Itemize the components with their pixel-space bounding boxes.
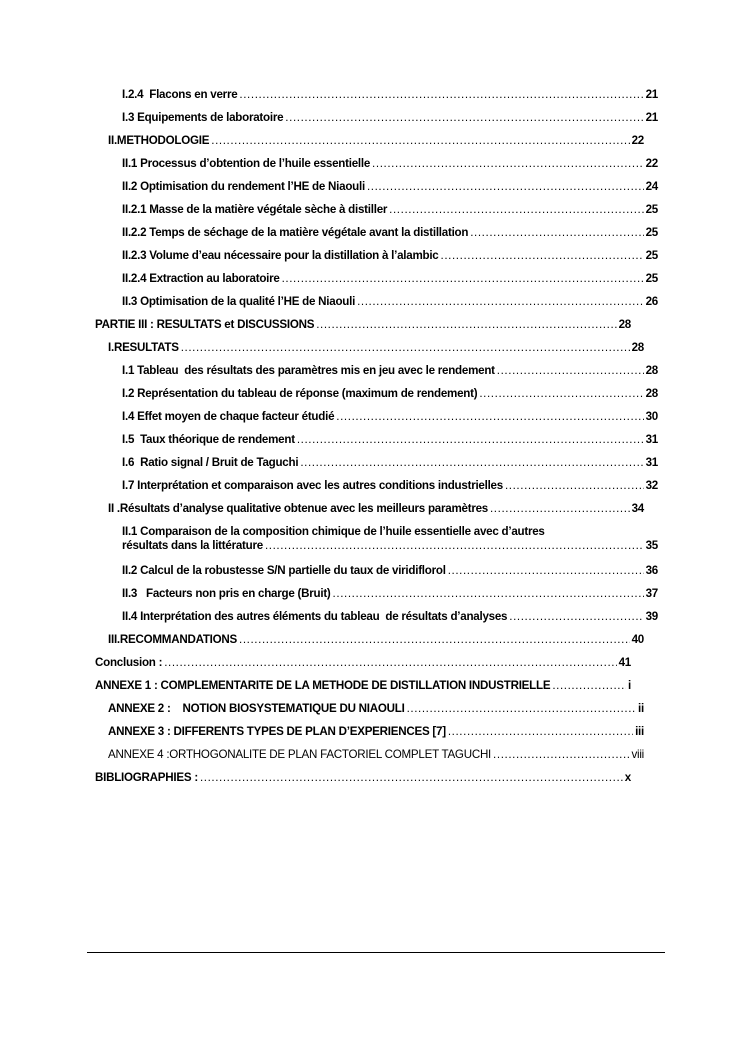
toc-entry-page: 41 (618, 656, 631, 669)
dot-leader (509, 610, 643, 624)
toc-entry[interactable] (95, 88, 658, 102)
dot-leader (282, 272, 644, 286)
toc-entry-label-continued: résultats dans la littérature (122, 539, 263, 552)
dot-leader (493, 748, 629, 762)
toc-entry[interactable] (95, 157, 658, 171)
dot-leader (407, 702, 636, 716)
toc-entry[interactable] (95, 180, 658, 194)
toc-entry[interactable] (95, 341, 644, 355)
toc-entry-label: II.2.3 Volume d’eau nécessaire pour la distillation à l’alambic (122, 249, 439, 262)
toc-entry-label: I.RESULTATS (108, 341, 179, 354)
toc-entry-label: I.4 Effet moyen de chaque facteur étudié (122, 410, 335, 423)
toc-entry-label: II.4 Interprétation des autres éléments du tableau de résultats d’analyses (122, 610, 508, 623)
dot-leader (200, 771, 623, 785)
dot-leader (181, 341, 630, 355)
toc-entry[interactable] (95, 433, 658, 447)
dot-leader (239, 88, 643, 102)
toc-entry-page: 25 (645, 249, 658, 262)
toc-entry-page: 22 (645, 157, 658, 170)
toc-entry-page: i (628, 679, 631, 692)
toc-entry-page: 40 (631, 633, 644, 646)
toc-entry-page: x (624, 771, 631, 784)
toc-entry-label: II.2.1 Masse de la matière végétale sèche à distiller (122, 203, 388, 216)
dot-leader (164, 656, 616, 670)
toc-entry-label: BIBLIOGRAPHIES : (95, 771, 198, 784)
toc-entry-label: ANNEXE 4 :ORTHOGONALITE DE PLAN FACTORIEL COMPLET TAGUCHI (108, 748, 492, 761)
toc-entry-page: 21 (645, 88, 658, 101)
toc-entry-page: 25 (645, 272, 658, 285)
dot-leader (470, 226, 643, 240)
toc-entry-page: 31 (645, 456, 658, 469)
toc-entry-label: PARTIE III : RESULTATS et DISCUSSIONS (95, 318, 315, 331)
toc-entry[interactable] (95, 587, 658, 601)
toc-entry[interactable] (95, 410, 658, 424)
toc-entry[interactable] (95, 249, 658, 263)
toc-entry[interactable] (95, 318, 631, 332)
dot-leader (297, 433, 644, 447)
dot-leader (448, 564, 644, 578)
toc-entry[interactable] (95, 272, 658, 286)
toc-entry-label: III.RECOMMANDATIONS (108, 633, 238, 646)
toc-entry-page: 25 (645, 203, 658, 216)
toc-entry-label: II.2.4 Extraction au laboratoire (122, 272, 280, 285)
dot-leader (490, 502, 630, 516)
toc-entry[interactable] (95, 226, 658, 240)
dot-leader (333, 587, 644, 601)
toc-entry-page: 24 (645, 180, 658, 193)
toc-entry-label: I.1 Tableau des résultats des paramètres mis en jeu avec le rendement (122, 364, 495, 377)
toc-entry[interactable] (95, 479, 658, 493)
dot-leader (497, 364, 644, 378)
toc-entry-label: I.5 Taux théorique de rendement (122, 433, 295, 446)
toc-entry[interactable] (95, 502, 644, 516)
toc-entry[interactable] (95, 456, 658, 470)
toc-entry-label: Conclusion : (95, 656, 163, 669)
toc-entry[interactable] (95, 203, 658, 217)
toc-entry-page: 35 (645, 539, 658, 552)
toc-entry[interactable] (95, 610, 658, 624)
toc-entry[interactable] (95, 702, 644, 716)
toc-entry[interactable] (95, 633, 644, 647)
dot-leader (336, 410, 643, 424)
toc-entry[interactable] (95, 679, 631, 693)
toc-entry[interactable] (95, 134, 644, 148)
toc-entry-page: 26 (645, 295, 658, 308)
toc-entry-page: 28 (645, 387, 658, 400)
toc-entry-page: 34 (631, 502, 644, 515)
toc-entry-label: II.2 Optimisation du rendement l’HE de Niaouli (122, 180, 365, 193)
toc-entry[interactable] (95, 387, 658, 401)
dot-leader (479, 387, 643, 401)
toc-entry-label: ANNEXE 2 : NOTION BIOSYSTEMATIQUE DU NIAOULI (108, 702, 405, 715)
toc-entry[interactable] (95, 295, 658, 309)
dot-leader (448, 725, 633, 739)
toc-entry[interactable] (95, 364, 658, 378)
dot-leader (357, 295, 644, 309)
dot-leader (505, 479, 644, 493)
dot-leader (389, 203, 643, 217)
toc-entry-label: I.6 Ratio signal / Bruit de Taguchi (122, 456, 299, 469)
toc-entry-label: I.2 Représentation du tableau de réponse (maximum de rendement) (122, 387, 478, 400)
dot-leader (285, 111, 643, 125)
toc-entry[interactable] (95, 748, 644, 762)
toc-entry-label: ANNEXE 1 : COMPLEMENTARITE DE LA METHODE DE DISTILLATION INDUSTRIELLE (95, 679, 551, 692)
toc-entry-page: ii (638, 702, 644, 715)
toc-entry[interactable] (95, 564, 658, 578)
toc-entry-page: 32 (645, 479, 658, 492)
dot-leader (239, 633, 630, 647)
dot-leader (211, 134, 629, 148)
toc-entry-page: 28 (618, 318, 631, 331)
toc-entry-label: II.2.2 Temps de séchage de la matière végétale avant la distillation (122, 226, 469, 239)
dot-leader (552, 679, 626, 693)
toc-entry-page: 25 (645, 226, 658, 239)
toc-entry-page: iii (635, 725, 644, 738)
toc-entry-page: 37 (645, 587, 658, 600)
toc-entry-label: I.3 Equipements de laboratoire (122, 111, 284, 124)
toc-entry-page: 28 (631, 341, 644, 354)
toc-entry-label: II.METHODOLOGIE (108, 134, 210, 147)
toc-entry-page: 30 (645, 410, 658, 423)
toc-entry-label: II .Résultats d’analyse qualitative obtenue avec les meilleurs paramètres (108, 502, 488, 515)
toc-entry-page: 31 (645, 433, 658, 446)
dot-leader (316, 318, 616, 332)
toc-entry[interactable] (95, 725, 644, 739)
toc-entry-label: II.3 Facteurs non pris en charge (Bruit) (122, 587, 331, 600)
toc-entry-page: 36 (645, 564, 658, 577)
toc-entry-page: viii (631, 748, 644, 761)
toc-entry-page: 28 (645, 364, 658, 377)
toc-entry[interactable] (95, 656, 631, 670)
footer-divider (87, 952, 665, 953)
dot-leader (367, 180, 644, 194)
toc-entry[interactable] (95, 111, 658, 125)
toc-entry-continuation (122, 539, 658, 553)
toc-entry-label: ANNEXE 3 : DIFFERENTS TYPES DE PLAN D’EXPERIENCES [7] (108, 725, 446, 738)
toc-entry-label: II.1 Comparaison de la composition chimique de l’huile essentielle avec d’autres (122, 525, 545, 538)
toc-entry[interactable] (95, 525, 658, 553)
toc-entry-page: 22 (631, 134, 644, 147)
toc-entry-label: I.7 Interprétation et comparaison avec les autres conditions industrielles (122, 479, 503, 492)
toc-entry-page: 21 (645, 111, 658, 124)
toc-entry-page: 39 (645, 610, 658, 623)
dot-leader (300, 456, 643, 470)
toc-entry-label: II.1 Processus d’obtention de l’huile essentielle (122, 157, 371, 170)
toc-entry-label: II.2 Calcul de la robustesse S/N partielle du taux de viridiflorol (122, 564, 446, 577)
dot-leader (441, 249, 644, 263)
dot-leader (372, 157, 644, 171)
toc-entry[interactable] (95, 771, 631, 785)
toc-entry-label: I.2.4 Flacons en verre (122, 88, 238, 101)
toc-entry-label: II.3 Optimisation de la qualité l’HE de Niaouli (122, 295, 356, 308)
dot-leader (265, 539, 644, 553)
